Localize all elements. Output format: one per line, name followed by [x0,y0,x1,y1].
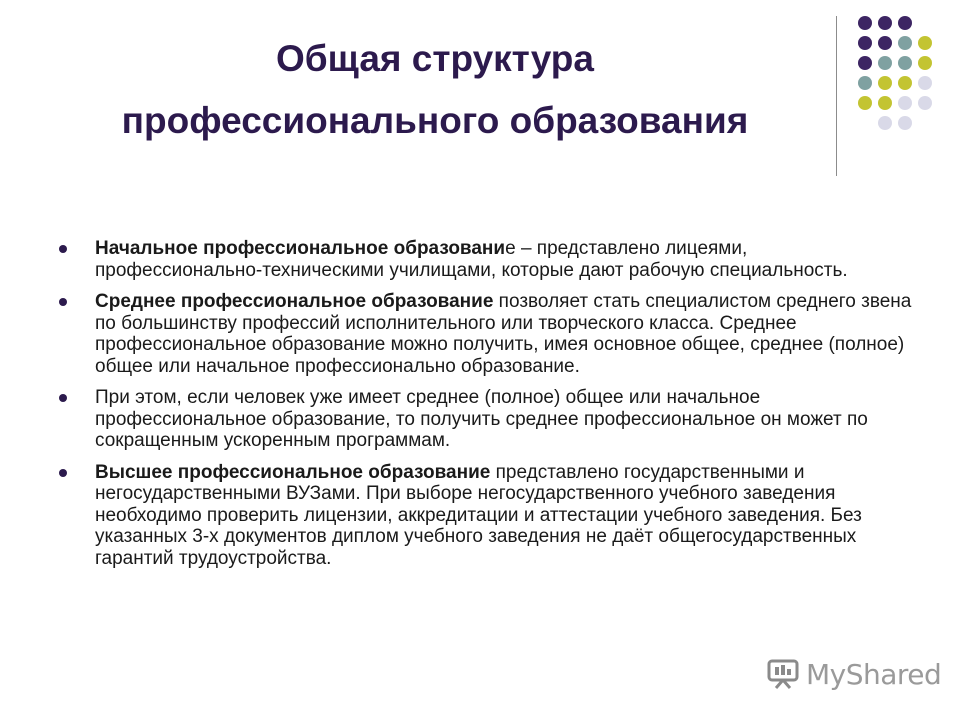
watermark-text: MyShared [806,657,942,691]
decorative-dot [898,76,912,90]
decorative-dot [858,36,872,50]
decorative-dot [878,36,892,50]
bullet-term: Высшее профессиональное образование [95,461,491,483]
bullet-item-primary-education [55,238,915,281]
bullet-item-accelerated-programs [55,387,915,452]
slide-title-line-2: профессионального образования [121,100,749,141]
bullet-text: При этом, если человек уже имеет среднее (полное) общее или начальное профессиональное образование, то получить среднее профессиональное он может по сокращенным ускоренным программам. [95,387,868,451]
bullet-dot-icon [59,245,67,253]
bullet-term: Среднее профессиональное образование [95,291,494,312]
bullet-text: е – представлено лицеями, профессионально-техническими училищами, которые дают рабочую специальность. [95,238,848,281]
myshared-watermark [766,656,941,692]
decorative-dot [918,76,932,90]
decorative-dot [918,56,932,70]
decorative-dot [918,96,932,110]
decorative-dot [878,76,892,90]
slide-title-line-1: Общая структура [276,38,594,79]
decorative-dot [858,76,872,90]
bullet-text: позволяет стать специалистом среднего звена по большинству профессий исполнительного или творческого класса. Среднее профессиональное образование можно получить, имея основное общее, среднее (полное) общее или начальное профессионально образование. [95,291,912,377]
decorative-dot [898,96,912,110]
bullet-dot-icon [59,469,67,477]
decorative-dot [878,116,892,130]
bullet-dot-icon [59,298,67,306]
bullet-item-higher-education [55,462,915,570]
decorative-dot-grid [0,0,960,180]
decorative-dot [858,16,872,30]
decorative-dot [898,16,912,30]
decorative-dot [918,36,932,50]
bullet-term: Начальное профессиональное образовани [95,238,506,259]
decorative-dot [878,96,892,110]
decorative-dot [858,96,872,110]
bullet-item-secondary-education [55,291,915,377]
decorative-dot [878,16,892,30]
decorative-dot [898,116,912,130]
decorative-dot [858,56,872,70]
decorative-dot [878,56,892,70]
presentation-board-icon [766,658,800,690]
bullet-dot-icon [59,394,67,402]
decorative-dot [898,56,912,70]
bullet-text: представлено государственными и негосударственными ВУЗами. При выборе негосударственного учебного заведения необходимо проверить лицензии, аккредитации и аттестации учебного заведения. Без указанных 3-х документов диплом учебного заведения не даёт общегосударственных гарантий трудоустройства. [95,461,862,569]
decorative-dot [898,36,912,50]
bullet-list [55,238,915,579]
vertical-divider [836,16,837,176]
